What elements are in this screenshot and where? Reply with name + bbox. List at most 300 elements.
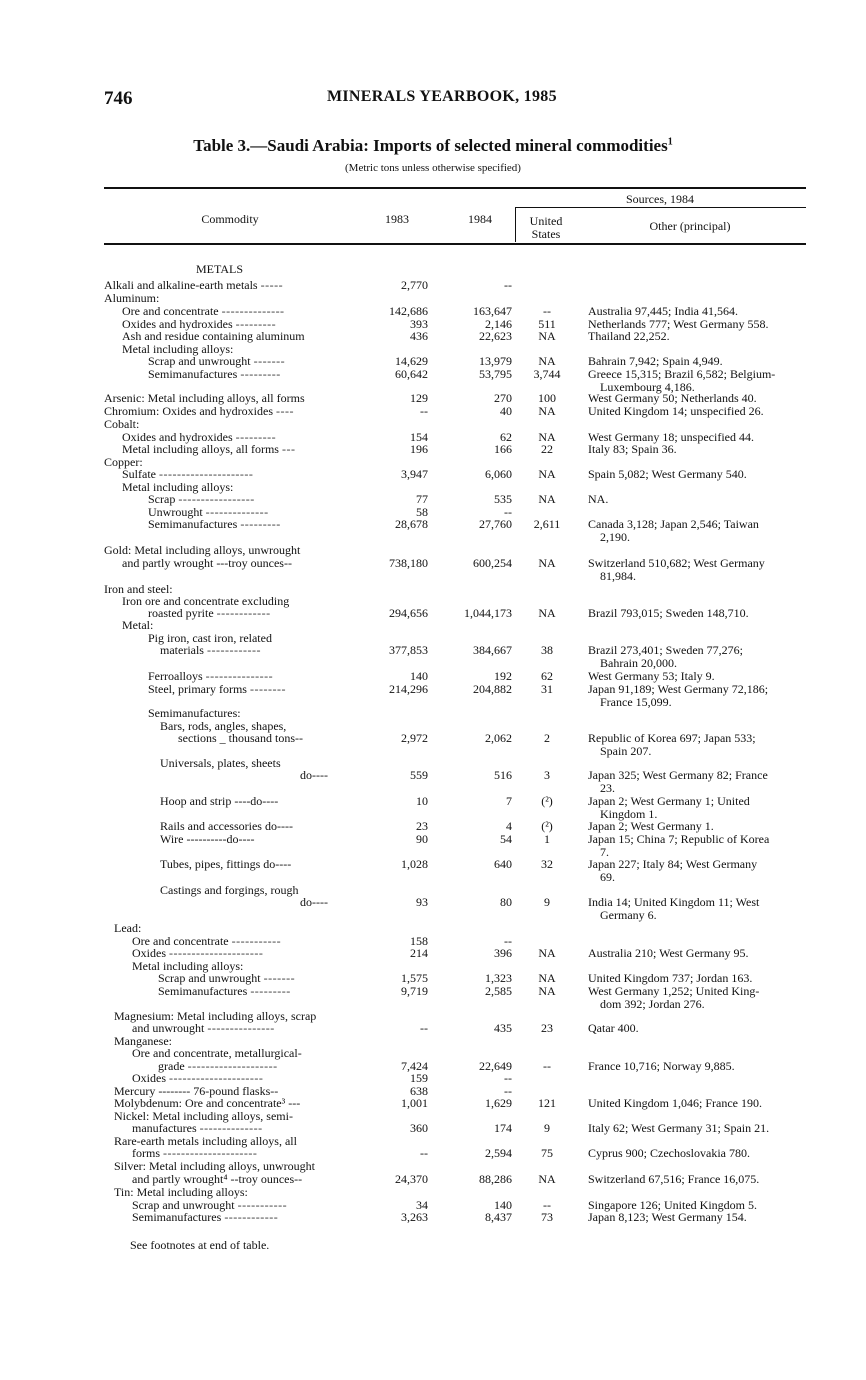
other-sources-line: United Kingdom 14; unspecified 26. bbox=[588, 404, 764, 418]
other-sources-line: 81,984. bbox=[600, 569, 636, 583]
commodity-label: Cobalt: bbox=[104, 417, 140, 431]
value-1984: 384,667 bbox=[473, 643, 512, 657]
leader-dots: --------- bbox=[235, 430, 277, 444]
leader-dots: ----------------- bbox=[178, 492, 255, 506]
other-sources-line: India 14; United Kingdom 11; West bbox=[588, 895, 760, 909]
commodity-label: Castings and forgings, rough bbox=[160, 883, 299, 897]
commodity-label: Oxides and hydroxides bbox=[122, 430, 233, 444]
value-1983: 1,001 bbox=[401, 1096, 428, 1110]
value-1984: -- bbox=[504, 934, 512, 948]
value-1983: -- bbox=[420, 1146, 428, 1160]
other-sources bbox=[588, 683, 818, 709]
leader-dots: --------------------- bbox=[169, 946, 264, 960]
other-sources bbox=[588, 795, 818, 821]
commodity-cell bbox=[148, 518, 281, 531]
value-united-states: 2,611 bbox=[533, 517, 561, 531]
value-1983: 129 bbox=[410, 391, 428, 405]
value-1984: 22,649 bbox=[479, 1059, 512, 1073]
leader-dots: --------- bbox=[240, 517, 281, 531]
value-united-states: 9 bbox=[544, 1121, 550, 1135]
other-sources-line: West Germany 50; Netherlands 40. bbox=[588, 391, 757, 405]
commodity-label: Hoop and strip ----do---- bbox=[160, 794, 279, 808]
leader-dots: ------- bbox=[253, 354, 286, 368]
value-1983: 3,263 bbox=[401, 1210, 428, 1224]
value-united-states: -- bbox=[543, 1198, 551, 1212]
other-sources-line: Australia 210; West Germany 95. bbox=[588, 946, 749, 960]
value-united-states: 31 bbox=[541, 682, 553, 696]
value-united-states: NA bbox=[538, 1172, 556, 1186]
other-sources-line: Thailand 22,252. bbox=[588, 329, 670, 343]
value-1983: 2,770 bbox=[401, 278, 428, 292]
other-sources bbox=[588, 1022, 818, 1035]
value-1984: 163,647 bbox=[473, 304, 512, 318]
value-united-states: -- bbox=[543, 304, 551, 318]
other-sources-line: West Germany 18; unspecified 44. bbox=[588, 430, 754, 444]
other-sources bbox=[588, 330, 818, 343]
value-1984: -- bbox=[504, 1084, 512, 1098]
commodity-label: Oxides bbox=[132, 1071, 166, 1085]
value-united-states: (²) bbox=[541, 794, 553, 808]
other-sources-line: Brazil 273,401; Sweden 77,276; bbox=[588, 643, 743, 657]
value-1983: 142,686 bbox=[389, 304, 428, 318]
value-1983: 14,629 bbox=[395, 354, 428, 368]
commodity-label: Metal including alloys: bbox=[122, 480, 234, 494]
commodity-label: Silver: Metal including alloys, unwrought bbox=[114, 1159, 315, 1173]
value-1983: 60,642 bbox=[395, 367, 428, 381]
value-united-states: NA bbox=[538, 984, 556, 998]
value-1983: 158 bbox=[410, 934, 428, 948]
other-sources bbox=[588, 468, 818, 481]
other-sources bbox=[588, 607, 818, 620]
value-1984: 435 bbox=[494, 1021, 512, 1035]
value-1984: 2,594 bbox=[485, 1146, 512, 1160]
other-sources bbox=[588, 1122, 818, 1135]
commodity-label: Scrap and unwrought bbox=[148, 354, 251, 368]
value-united-states: NA bbox=[538, 492, 556, 506]
value-united-states: NA bbox=[538, 354, 556, 368]
other-sources-line: Japan 2; West Germany 1; United bbox=[588, 794, 750, 808]
leader-dots: --------------------- bbox=[163, 1146, 258, 1160]
value-1984: 53,795 bbox=[479, 367, 512, 381]
value-1984: 22,623 bbox=[479, 329, 512, 343]
value-united-states: 2 bbox=[544, 731, 550, 745]
commodity-label: Magnesium: Metal including alloys, scrap bbox=[114, 1009, 317, 1023]
other-sources-line: West Germany 1,252; United King- bbox=[588, 984, 760, 998]
commodity-label: Tubes, pipes, fittings do---- bbox=[160, 857, 292, 871]
commodity-label: Oxides bbox=[132, 946, 166, 960]
value-1983: 360 bbox=[410, 1121, 428, 1135]
commodity-label: Iron ore and concentrate excluding bbox=[122, 594, 290, 608]
value-united-states: 22 bbox=[541, 442, 553, 456]
other-sources-line: Spain 5,082; West Germany 540. bbox=[588, 467, 747, 481]
commodity-label: Mercury -------- 76-pound flasks-- bbox=[114, 1084, 279, 1098]
commodity-label: Lead: bbox=[114, 921, 142, 935]
other-sources-line: Netherlands 777; West Germany 558. bbox=[588, 317, 769, 331]
other-sources-line: Luxembourg 4,186. bbox=[600, 380, 695, 394]
other-sources-line: United Kingdom 737; Jordan 163. bbox=[588, 971, 753, 985]
other-sources-line: Italy 62; West Germany 31; Spain 21. bbox=[588, 1121, 770, 1135]
value-1984: 1,323 bbox=[485, 971, 512, 985]
value-united-states: 23 bbox=[541, 1021, 553, 1035]
value-1983: 294,656 bbox=[389, 606, 428, 620]
value-1984: 7 bbox=[506, 794, 512, 808]
other-sources-line: Australia 97,445; India 41,564. bbox=[588, 304, 738, 318]
commodity-label: Scrap and unwrought bbox=[158, 971, 261, 985]
value-1984: -- bbox=[504, 1071, 512, 1085]
value-1983: 154 bbox=[410, 430, 428, 444]
other-sources bbox=[588, 1060, 818, 1073]
value-1984: 6,060 bbox=[485, 467, 512, 481]
value-united-states: 38 bbox=[541, 643, 553, 657]
leader-dots: -------- bbox=[249, 682, 286, 696]
value-1984: 80 bbox=[500, 895, 512, 909]
header-other-principal: Other (principal) bbox=[649, 219, 731, 233]
other-sources bbox=[588, 1173, 818, 1186]
other-sources-line: Japan 15; China 7; Republic of Korea bbox=[588, 832, 770, 846]
value-1984: 8,437 bbox=[485, 1210, 512, 1224]
value-united-states: 121 bbox=[538, 1096, 556, 1110]
value-1983: 3,947 bbox=[401, 467, 428, 481]
commodity-label: Gold: Metal including alloys, unwrought bbox=[104, 543, 301, 557]
commodity-cell bbox=[160, 858, 291, 871]
other-sources-line: West Germany 53; Italy 9. bbox=[588, 669, 715, 683]
value-1983: 1,028 bbox=[401, 857, 428, 871]
header-sources: Sources, 1984 bbox=[626, 192, 694, 206]
value-1984: 1,629 bbox=[485, 1096, 512, 1110]
commodity-label: manufactures bbox=[132, 1121, 197, 1135]
commodity-cell bbox=[160, 757, 281, 770]
value-united-states: 75 bbox=[541, 1146, 553, 1160]
commodity-label: sections _ thousand tons-- bbox=[178, 731, 303, 745]
other-sources bbox=[588, 769, 818, 795]
commodity-label: Bars, rods, angles, shapes, bbox=[160, 719, 287, 733]
commodity-cell bbox=[160, 833, 254, 846]
value-1983: 58 bbox=[416, 505, 428, 519]
value-1984: 2,062 bbox=[485, 731, 512, 745]
commodity-label: Chromium: Oxides and hydroxides bbox=[104, 404, 273, 418]
value-1984: 204,882 bbox=[473, 682, 512, 696]
other-sources-line: Brazil 793,015; Sweden 148,710. bbox=[588, 606, 749, 620]
other-sources bbox=[588, 557, 818, 583]
value-united-states: NA bbox=[538, 556, 556, 570]
commodity-cell bbox=[160, 884, 298, 897]
footnote-reference: See footnotes at end of table. bbox=[130, 1238, 270, 1252]
value-1983: 214 bbox=[410, 946, 428, 960]
commodity-label: Ore and concentrate bbox=[132, 934, 229, 948]
value-1984: 88,286 bbox=[479, 1172, 512, 1186]
leader-dots: --------------- bbox=[207, 1021, 275, 1035]
commodity-label: Alkali and alkaline-earth metals bbox=[104, 278, 258, 292]
value-1983: 159 bbox=[410, 1071, 428, 1085]
other-sources bbox=[588, 644, 818, 670]
commodity-cell bbox=[158, 985, 291, 998]
other-sources bbox=[588, 833, 818, 859]
value-united-states: NA bbox=[538, 430, 556, 444]
value-1983: 34 bbox=[416, 1198, 428, 1212]
commodity-label: Metal: bbox=[122, 618, 154, 632]
value-1984: 13,979 bbox=[479, 354, 512, 368]
value-1984: 27,760 bbox=[479, 517, 512, 531]
value-united-states: 32 bbox=[541, 857, 553, 871]
commodity-label: and unwrought bbox=[132, 1021, 205, 1035]
page-number: 746 bbox=[104, 88, 133, 109]
other-sources-line: Japan 8,123; West Germany 154. bbox=[588, 1210, 747, 1224]
commodity-label: Oxides and hydroxides bbox=[122, 317, 233, 331]
value-1983: 559 bbox=[410, 768, 428, 782]
value-1983: 738,180 bbox=[389, 556, 428, 570]
commodity-label: Semimanufactures: bbox=[148, 706, 241, 720]
commodity-label: Semimanufactures bbox=[148, 367, 238, 381]
leader-dots: --------- bbox=[235, 317, 277, 331]
value-1984: 600,254 bbox=[473, 556, 512, 570]
commodity-label: Sulfate bbox=[122, 467, 156, 481]
other-sources-line: Qatar 400. bbox=[588, 1021, 639, 1035]
value-1984: 396 bbox=[494, 946, 512, 960]
other-sources bbox=[588, 518, 818, 544]
other-sources-line: Japan 227; Italy 84; West Germany bbox=[588, 857, 758, 871]
value-united-states: 511 bbox=[538, 317, 556, 331]
leader-dots: --------------- bbox=[205, 669, 274, 683]
value-1983: 638 bbox=[410, 1084, 428, 1098]
other-sources-line: Switzerland 510,682; West Germany bbox=[588, 556, 765, 570]
value-1983: 24,370 bbox=[395, 1172, 428, 1186]
leader-dots: ------------ bbox=[216, 606, 271, 620]
value-1983: 1,575 bbox=[401, 971, 428, 985]
commodity-label: Ash and residue containing aluminum bbox=[122, 329, 305, 343]
value-1984: 4 bbox=[506, 819, 512, 833]
value-1984: 1,044,173 bbox=[464, 606, 512, 620]
commodity-label: Aluminum: bbox=[104, 291, 160, 305]
commodity-label: and partly wrought⁴ --troy ounces-- bbox=[132, 1172, 303, 1186]
other-sources-line: Bahrain 7,942; Spain 4,949. bbox=[588, 354, 723, 368]
other-sources-line: Canada 3,128; Japan 2,546; Taiwan bbox=[588, 517, 759, 531]
value-united-states: 3,744 bbox=[533, 367, 561, 381]
other-sources-line: Republic of Korea 697; Japan 533; bbox=[588, 731, 756, 745]
commodity-cell bbox=[122, 443, 295, 456]
value-united-states: NA bbox=[538, 606, 556, 620]
other-sources-line: 69. bbox=[600, 870, 615, 884]
header-1983: 1983 bbox=[385, 212, 409, 226]
value-united-states: NA bbox=[538, 404, 556, 418]
other-sources-line: 2,190. bbox=[600, 530, 630, 544]
leader-dots: ------------ bbox=[224, 1210, 279, 1224]
other-sources bbox=[588, 985, 818, 1011]
other-sources-line: Greece 15,315; Brazil 6,582; Belgium- bbox=[588, 367, 776, 381]
value-1984: 40 bbox=[500, 404, 512, 418]
header-1984: 1984 bbox=[468, 212, 492, 226]
other-sources bbox=[588, 1211, 818, 1224]
commodity-label: roasted pyrite bbox=[148, 606, 214, 620]
table-title-text: Table 3.—Saudi Arabia: Imports of selected mineral commodities bbox=[193, 136, 668, 155]
commodity-label: Rare-earth metals including alloys, all bbox=[114, 1134, 297, 1148]
value-1983: 28,678 bbox=[395, 517, 428, 531]
commodity-label: Ore and concentrate, metallurgical- bbox=[132, 1046, 302, 1060]
value-united-states: 1 bbox=[544, 832, 550, 846]
value-1983: 7,424 bbox=[401, 1059, 428, 1073]
commodity-label: Wire ----------do---- bbox=[160, 832, 255, 846]
other-sources-line: Spain 207. bbox=[600, 744, 652, 758]
header-commodity: Commodity bbox=[201, 212, 259, 226]
table-title-footnote-mark: 1 bbox=[667, 136, 673, 148]
other-sources bbox=[588, 732, 818, 758]
other-sources-line: Japan 91,189; West Germany 72,186; bbox=[588, 682, 769, 696]
leader-dots: -------------- bbox=[221, 304, 285, 318]
commodity-label: forms bbox=[132, 1146, 160, 1160]
value-1984: 54 bbox=[500, 832, 512, 846]
value-1984: 174 bbox=[494, 1121, 512, 1135]
value-1983: 214,296 bbox=[389, 682, 428, 696]
commodity-label: and partly wrought ---troy ounces-- bbox=[122, 556, 292, 570]
value-1983: 436 bbox=[410, 329, 428, 343]
other-sources bbox=[588, 405, 818, 418]
other-sources-line: Switzerland 67,516; France 16,075. bbox=[588, 1172, 760, 1186]
value-united-states: 73 bbox=[541, 1210, 553, 1224]
value-1983: 196 bbox=[410, 442, 428, 456]
other-sources-line: Japan 325; West Germany 82; France bbox=[588, 768, 768, 782]
commodity-label: Pig iron, cast iron, related bbox=[148, 631, 272, 645]
value-1983: 9,719 bbox=[401, 984, 428, 998]
section-heading-metals: METALS bbox=[196, 262, 244, 276]
leader-dots: -------------------- bbox=[187, 1059, 278, 1073]
value-united-states: NA bbox=[538, 329, 556, 343]
other-sources-line: 23. bbox=[600, 781, 615, 795]
other-sources bbox=[588, 947, 818, 960]
commodity-label: materials bbox=[160, 643, 204, 657]
other-sources bbox=[588, 896, 818, 922]
commodity-label: grade bbox=[158, 1059, 185, 1073]
leader-dots: ----------- bbox=[231, 934, 282, 948]
leader-dots: --------- bbox=[240, 367, 281, 381]
value-1983: 90 bbox=[416, 832, 428, 846]
commodity-label: Scrap bbox=[148, 492, 176, 506]
value-1984: -- bbox=[504, 505, 512, 519]
commodity-cell bbox=[148, 683, 286, 696]
commodity-label: Tin: Metal including alloys: bbox=[114, 1185, 248, 1199]
value-1983: 10 bbox=[416, 794, 428, 808]
value-1984: 192 bbox=[494, 669, 512, 683]
leader-dots: -------------- bbox=[199, 1121, 263, 1135]
value-1984: 2,146 bbox=[485, 317, 512, 331]
commodity-label: Steel, primary forms bbox=[148, 682, 247, 696]
value-united-states: 62 bbox=[541, 669, 553, 683]
value-1983: 377,853 bbox=[389, 643, 428, 657]
value-united-states: NA bbox=[538, 946, 556, 960]
commodity-label: Iron and steel: bbox=[104, 582, 173, 596]
value-united-states: NA bbox=[538, 467, 556, 481]
value-1983: -- bbox=[420, 1021, 428, 1035]
value-1983: 2,972 bbox=[401, 731, 428, 745]
header-united-states-line1: United bbox=[529, 214, 563, 228]
commodity-label: do---- bbox=[300, 768, 328, 782]
other-sources-line: Singapore 126; United Kingdom 5. bbox=[588, 1198, 757, 1212]
commodity-label: Metal including alloys: bbox=[122, 342, 234, 356]
other-sources bbox=[588, 1147, 818, 1160]
value-united-states: -- bbox=[543, 1059, 551, 1073]
value-1984: 2,585 bbox=[485, 984, 512, 998]
other-sources-line: Cyprus 900; Czechoslovakia 780. bbox=[588, 1146, 750, 1160]
commodity-label: Ferroalloys bbox=[148, 669, 203, 683]
other-sources-line: Bahrain 20,000. bbox=[600, 656, 677, 670]
leader-dots: --- bbox=[281, 442, 296, 456]
commodity-label: Nickel: Metal including alloys, semi- bbox=[114, 1109, 293, 1123]
commodity-cell bbox=[160, 795, 278, 808]
commodity-label: Metal including alloys, all forms bbox=[122, 442, 279, 456]
commodity-label: Semimanufactures bbox=[158, 984, 248, 998]
other-sources-line: Italy 83; Spain 36. bbox=[588, 442, 677, 456]
leader-dots: -------------- bbox=[205, 505, 269, 519]
value-united-states: 3 bbox=[544, 768, 550, 782]
commodity-cell bbox=[122, 557, 292, 570]
value-1984: 140 bbox=[494, 1198, 512, 1212]
commodity-cell bbox=[178, 732, 303, 745]
leader-dots: --------------------- bbox=[159, 467, 254, 481]
leader-dots: --------- bbox=[250, 984, 291, 998]
value-1984: 270 bbox=[494, 391, 512, 405]
value-1983: -- bbox=[420, 404, 428, 418]
commodity-label: Universals, plates, sheets bbox=[160, 756, 281, 770]
commodity-cell bbox=[132, 1211, 278, 1224]
value-1984: -- bbox=[504, 278, 512, 292]
other-sources bbox=[588, 493, 818, 506]
value-1984: 166 bbox=[494, 442, 512, 456]
running-title: MINERALS YEARBOOK, 1985 bbox=[327, 88, 557, 105]
commodity-label: Copper: bbox=[104, 455, 143, 469]
commodity-label: Arsenic: Metal including alloys, all forms bbox=[104, 391, 305, 405]
value-united-states: 9 bbox=[544, 895, 550, 909]
value-1984: 62 bbox=[500, 430, 512, 444]
commodity-label: Unwrought bbox=[148, 505, 203, 519]
leader-dots: ----- bbox=[260, 278, 284, 292]
leader-dots: ---- bbox=[275, 404, 294, 418]
leader-dots: ------------ bbox=[206, 643, 261, 657]
header-united-states-line2: States bbox=[531, 227, 561, 241]
value-1983: 23 bbox=[416, 819, 428, 833]
other-sources bbox=[588, 858, 818, 884]
commodity-label: Ore and concentrate bbox=[122, 304, 219, 318]
value-united-states: 100 bbox=[538, 391, 556, 405]
value-united-states: NA bbox=[538, 971, 556, 985]
commodity-label: do---- bbox=[300, 895, 328, 909]
value-1984: 516 bbox=[494, 768, 512, 782]
other-sources-line: 7. bbox=[600, 845, 609, 859]
commodity-cell bbox=[300, 896, 328, 909]
commodity-cell bbox=[148, 368, 281, 381]
commodity-label: Semimanufactures bbox=[148, 517, 238, 531]
other-sources-line: Germany 6. bbox=[600, 908, 657, 922]
other-sources-line: dom 392; Jordan 276. bbox=[600, 997, 705, 1011]
other-sources-line: France 10,716; Norway 9,885. bbox=[588, 1059, 735, 1073]
commodity-label: Scrap and unwrought bbox=[132, 1198, 235, 1212]
leader-dots: --------------------- bbox=[169, 1071, 264, 1085]
commodity-label: Semimanufactures bbox=[132, 1210, 222, 1224]
value-1983: 140 bbox=[410, 669, 428, 683]
other-sources-line: France 15,099. bbox=[600, 695, 672, 709]
value-1983: 393 bbox=[410, 317, 428, 331]
value-1984: 535 bbox=[494, 492, 512, 506]
commodity-cell bbox=[148, 607, 271, 620]
commodity-label: Manganese: bbox=[114, 1034, 172, 1048]
leader-dots: ------- bbox=[263, 971, 296, 985]
other-sources-line: United Kingdom 1,046; France 190. bbox=[588, 1096, 762, 1110]
value-1983: 93 bbox=[416, 895, 428, 909]
other-sources-line: Japan 2; West Germany 1. bbox=[588, 819, 714, 833]
value-1984: 640 bbox=[494, 857, 512, 871]
other-sources bbox=[588, 443, 818, 456]
value-united-states: (²) bbox=[541, 819, 553, 833]
value-1983: 77 bbox=[416, 492, 428, 506]
leader-dots: ----------- bbox=[237, 1198, 288, 1212]
other-sources-line: Kingdom 1. bbox=[600, 807, 658, 821]
